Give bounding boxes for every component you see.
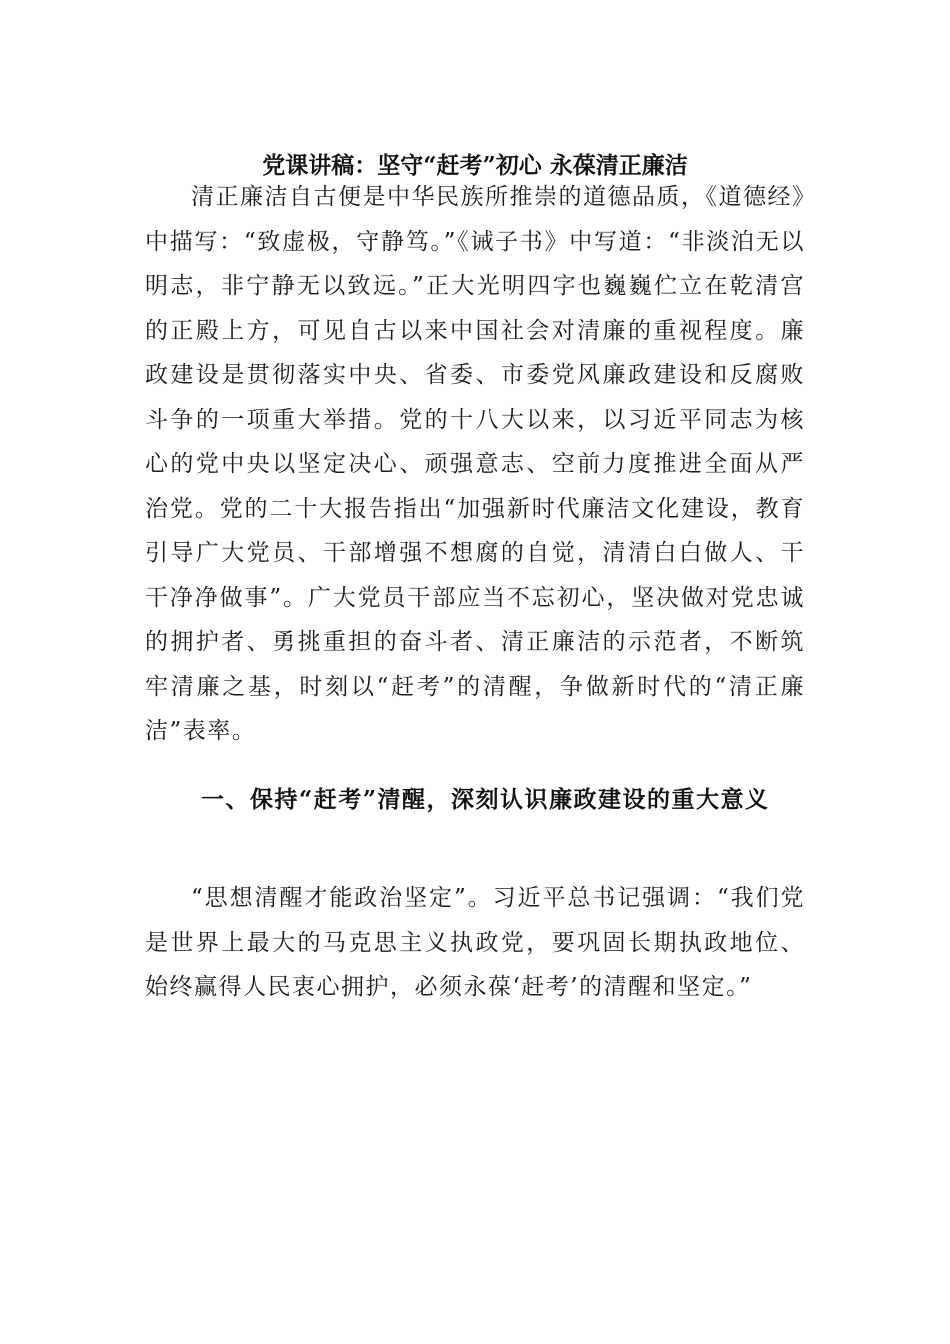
document-title: 党课讲稿：坚守“赶考”初心 永葆清正廉洁 (262, 152, 688, 179)
intro-paragraph: 清正廉洁自古便是中华民族所推崇的道德品质，《道德经》中描写：“致虚极，守静笃。”《诫子书》中写道：“非淡泊无以明志，非宁静无以致远。”正大光明四字也巍巍伫立在乾清宫的正殿上方，可见自古以来中国社会对清廉的重视程度。廉政建设是贯彻落实中央、省委、市委党风廉政建设和反腐败斗争的一项重大举措。党的十八大以来，以习近平同志为核心的党中央以坚定决心、顽强意志、空前力度推进全面从严治党。党的二十大报告指出“加强新时代廉洁文化建设，教育引导广大党员、干部增强不想腐的自觉，清清白白做人、干干净净做事”。广大党员干部应当不忘初心，坚决做对党忠诚的拥护者、勇挑重担的奋斗者、清正廉洁的示范者，不断筑牢清廉之基，时刻以“赶考”的清醒，争做新时代的“清正廉洁”表率。 (145, 184, 805, 744)
section-1-paragraph: “思想清醒才能政治坚定”。习近平总书记强调：“我们党是世界上最大的马克思主义执政党，要巩固长期执政地位、始终赢得人民衷心拥护，必须永葆‘赶考’的清醒和坚定。” (145, 885, 805, 1000)
section-heading-1: 一、保持“赶考”清醒，深刻认识廉政建设的重大意义 (201, 786, 770, 813)
